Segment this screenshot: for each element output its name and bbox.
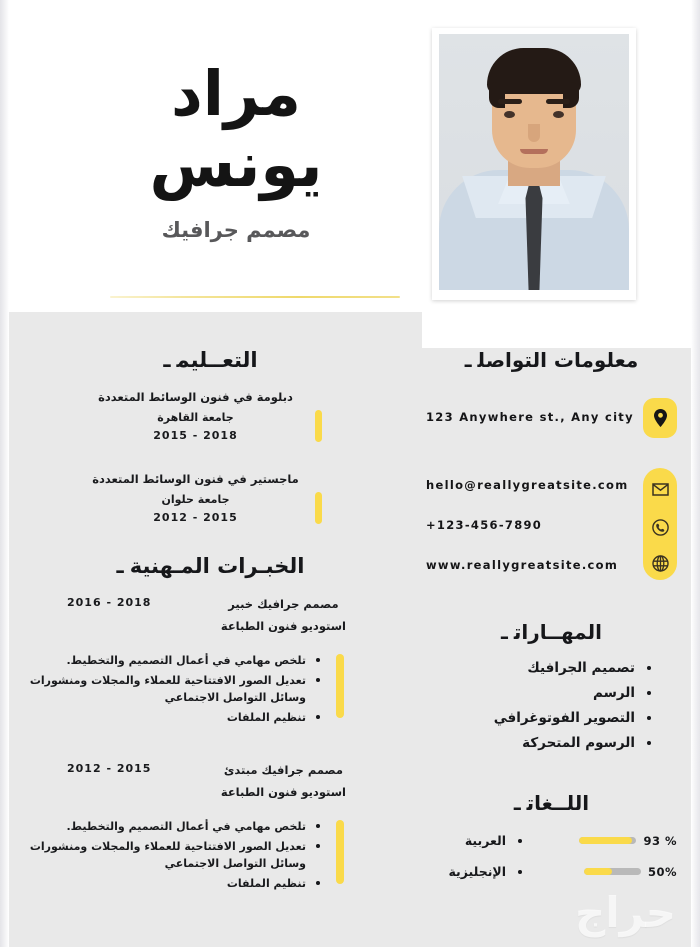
bullet-icon — [316, 678, 320, 682]
education-years: 2015 - 2018 — [153, 429, 238, 442]
photo-mouth — [520, 149, 548, 154]
first-name: مراد — [170, 57, 302, 130]
skill-label: الرسوم المتحركة — [522, 735, 635, 751]
experience-body — [27, 652, 394, 726]
skills-heading-text: المهــارات — [513, 620, 602, 644]
bullet-icon — [316, 844, 320, 848]
job-title: مصمم جرافيك — [161, 218, 311, 243]
education-years: 2012 - 2015 — [153, 511, 238, 524]
bullet-icon — [316, 715, 320, 719]
experience-bullets — [27, 652, 320, 726]
education-heading — [27, 348, 394, 372]
contact-phone-text: +123-456-7890 — [426, 518, 543, 532]
language-percent: 50% — [647, 864, 677, 879]
language-name-wrap — [426, 833, 522, 848]
experience-bullet-text: تعديل الصور الافتتاحية للعملاء والمجلات ومنشورات وسائل التواصل الاجتماعي — [29, 673, 306, 704]
experience-company: استوديو فنون الطباعة — [220, 618, 346, 633]
bullet-icon — [316, 658, 320, 662]
profile-photo-frame — [432, 28, 636, 300]
languages-list — [426, 833, 677, 879]
page-edge-left — [0, 0, 9, 947]
language-progress-fill — [584, 868, 613, 875]
contact-address-text: 123 Anywhere st., Any city — [426, 410, 634, 424]
page-edge-right — [691, 0, 700, 947]
experience-heading — [27, 554, 394, 578]
experience-header — [27, 594, 394, 638]
education-accent-bar — [315, 410, 322, 442]
language-progress-bar — [584, 868, 641, 875]
experience-bullet — [27, 838, 320, 872]
experience-years: 2016 - 2018 — [67, 596, 152, 609]
contact-item-address[interactable] — [426, 398, 677, 436]
experience-bullet — [27, 652, 320, 669]
language-progress-bar — [579, 837, 636, 844]
language-percent: 93 % — [643, 833, 677, 848]
education-section — [27, 348, 394, 524]
contact-item-phone[interactable] — [426, 506, 677, 544]
experience-bullet-text: تنظيم الملفات — [226, 876, 306, 890]
experience-bullet — [27, 875, 320, 892]
language-label: العربية — [464, 833, 506, 848]
experience-role: مصمم جرافيك مبتدئ — [223, 762, 344, 777]
language-meter — [584, 865, 677, 879]
experience-bullet-text: تنظيم الملفات — [226, 710, 306, 724]
contact-website-text: www.reallygreatsite.com — [426, 558, 619, 572]
left-column — [9, 348, 412, 895]
skill-item — [426, 735, 677, 751]
bullet-icon — [518, 870, 522, 874]
contact-list — [426, 398, 677, 584]
education-school: جامعة حلوان — [161, 493, 230, 506]
skill-label: تصميم الجرافيك — [527, 660, 635, 676]
bullet-icon — [316, 824, 320, 828]
experience-company: استوديو فنون الطباعة — [220, 784, 346, 799]
education-heading-dash: ـ — [163, 348, 171, 372]
contact-heading — [426, 348, 677, 372]
experience-bullet-text: تلخص مهامي في أعمال التصميم والتخطيط. — [66, 819, 306, 833]
language-meter — [579, 834, 677, 848]
right-column — [412, 348, 691, 895]
contact-item-website[interactable] — [426, 546, 677, 584]
experience-bullet — [27, 672, 320, 706]
experience-bullet-text: تعديل الصور الافتتاحية للعملاء والمجلات ومنشورات وسائل التواصل الاجتماعي — [29, 839, 306, 870]
bullet-icon — [316, 881, 320, 885]
last-name: يونس — [149, 128, 323, 202]
language-row — [426, 864, 677, 879]
experience-bullet — [27, 818, 320, 835]
education-degree: دبلومة في فنون الوسائط المتعددة — [98, 390, 293, 404]
education-heading-text: التعــليم — [176, 348, 258, 372]
languages-heading — [426, 791, 677, 815]
photo-brow-right — [546, 99, 570, 104]
skill-label: الرسم — [593, 685, 635, 701]
language-row — [426, 833, 677, 848]
skill-item — [426, 660, 677, 676]
languages-section — [426, 791, 677, 879]
bullet-icon — [647, 691, 651, 695]
skill-item — [426, 685, 677, 701]
language-label: الإنجليزية — [448, 864, 506, 879]
contact-heading-dash: ـ — [464, 348, 472, 372]
contact-email-text: hello@reallygreatsite.com — [426, 478, 629, 492]
skills-heading — [426, 620, 677, 644]
language-progress-fill — [579, 837, 632, 844]
education-school: جامعة القاهرة — [157, 411, 234, 424]
bullet-icon — [647, 666, 651, 670]
education-list — [27, 390, 394, 524]
education-item — [27, 390, 394, 442]
panel-notch — [422, 312, 691, 348]
skills-heading-dash: ـ — [501, 620, 508, 644]
profile-photo — [439, 34, 629, 290]
experience-role-wrap — [221, 760, 346, 804]
photo-eye-right — [553, 111, 564, 118]
experience-years: 2012 - 2015 — [67, 761, 152, 775]
contact-heading-text: معلومات التواصل — [477, 348, 639, 372]
bullet-icon — [647, 716, 651, 720]
experience-item — [27, 760, 394, 892]
experience-role: مصمم جرافيك خبير — [228, 597, 339, 611]
experience-accent-bar — [336, 820, 344, 884]
experience-section — [27, 554, 394, 892]
skill-label: التصوير الفوتوغرافي — [493, 710, 635, 726]
experience-header — [27, 760, 394, 804]
skill-item — [426, 710, 677, 726]
education-accent-bar — [315, 492, 322, 524]
experience-bullet — [27, 709, 320, 726]
photo-nose — [528, 124, 540, 142]
education-degree: ماجستير في فنون الوسائط المتعددة — [92, 472, 299, 486]
experience-item — [27, 594, 394, 726]
experience-accent-bar — [336, 654, 344, 718]
experience-heading-text: الخبـرات المـهنية — [129, 554, 305, 578]
languages-heading-text: اللــغات — [526, 791, 590, 815]
experience-body — [27, 818, 394, 892]
experience-heading-dash: ـ — [116, 554, 124, 578]
photo-eye-left — [504, 111, 515, 118]
education-item — [27, 472, 394, 524]
experience-bullet-text: تلخص مهامي في أعمال التصميم والتخطيط. — [66, 653, 306, 667]
experience-role-wrap — [221, 594, 346, 638]
bullet-icon — [647, 741, 651, 745]
language-name-wrap — [426, 864, 522, 879]
name-block — [71, 57, 401, 243]
photo-hair — [487, 48, 581, 94]
bullet-icon — [518, 839, 522, 843]
photo-brow-left — [498, 99, 522, 104]
skills-list — [426, 660, 677, 751]
skills-section — [426, 620, 677, 751]
experience-bullets — [27, 818, 320, 892]
photo-tie — [526, 178, 543, 290]
header-divider — [110, 296, 400, 298]
languages-heading-dash: ـ — [513, 791, 521, 815]
watermark: حراج — [574, 888, 676, 937]
contact-item-email[interactable] — [426, 466, 677, 504]
